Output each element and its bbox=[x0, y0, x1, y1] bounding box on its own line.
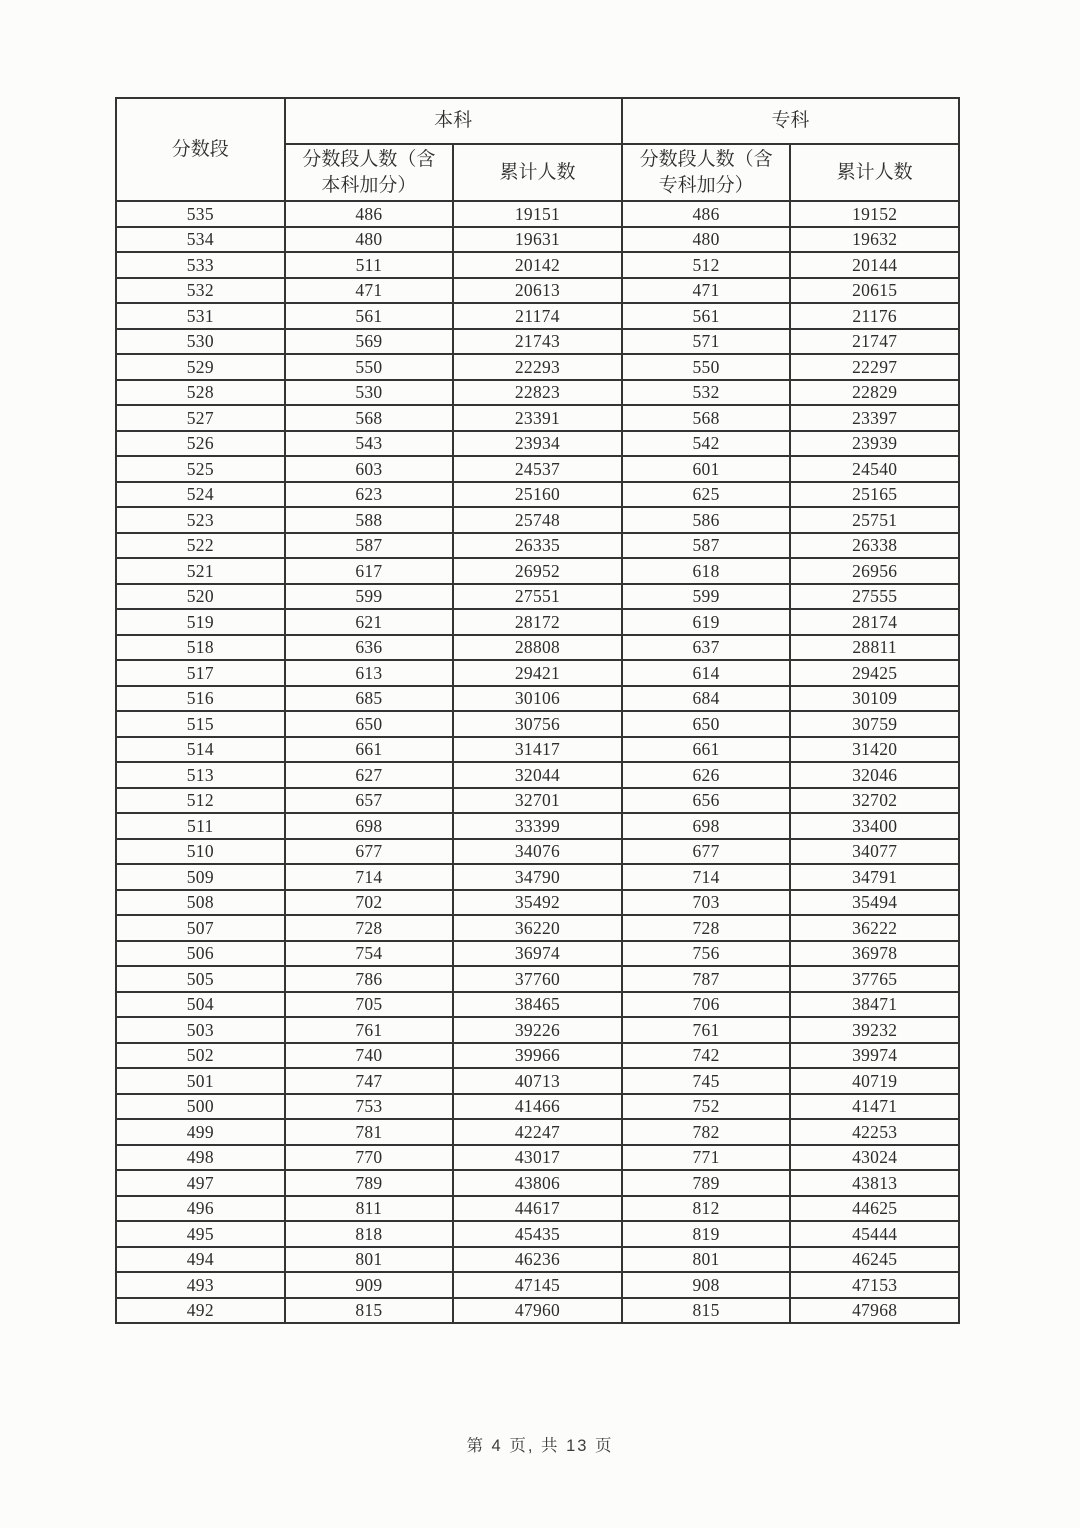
count-cell: 43806 bbox=[453, 1170, 622, 1196]
count-cell: 26338 bbox=[790, 533, 959, 559]
table-row bbox=[116, 201, 959, 227]
count-cell: 661 bbox=[285, 737, 454, 763]
count-cell: 38471 bbox=[790, 992, 959, 1018]
score-segment-cell: 512 bbox=[116, 788, 285, 814]
count-cell: 909 bbox=[285, 1272, 454, 1298]
count-cell: 34791 bbox=[790, 864, 959, 890]
table-row bbox=[116, 507, 959, 533]
table-row bbox=[116, 941, 959, 967]
count-cell: 752 bbox=[622, 1094, 791, 1120]
score-segment-cell: 526 bbox=[116, 431, 285, 457]
count-cell: 46245 bbox=[790, 1247, 959, 1273]
count-cell: 28172 bbox=[453, 609, 622, 635]
count-cell: 698 bbox=[622, 813, 791, 839]
count-cell: 28174 bbox=[790, 609, 959, 635]
count-cell: 21743 bbox=[453, 329, 622, 355]
table-row bbox=[116, 431, 959, 457]
count-cell: 35494 bbox=[790, 890, 959, 916]
table-row bbox=[116, 1043, 959, 1069]
table-row bbox=[116, 737, 959, 763]
count-cell: 47153 bbox=[790, 1272, 959, 1298]
count-cell: 30106 bbox=[453, 686, 622, 712]
count-cell: 39232 bbox=[790, 1017, 959, 1043]
score-segment-cell: 528 bbox=[116, 380, 285, 406]
table-row bbox=[116, 992, 959, 1018]
table-row bbox=[116, 1119, 959, 1145]
count-cell: 33400 bbox=[790, 813, 959, 839]
score-segment-cell: 509 bbox=[116, 864, 285, 890]
score-segment-cell: 532 bbox=[116, 278, 285, 304]
count-cell: 34077 bbox=[790, 839, 959, 865]
count-cell: 45444 bbox=[790, 1221, 959, 1247]
count-cell: 650 bbox=[285, 711, 454, 737]
count-cell: 771 bbox=[622, 1145, 791, 1171]
score-segment-cell: 534 bbox=[116, 227, 285, 253]
score-segment-cell: 518 bbox=[116, 635, 285, 661]
count-cell: 26952 bbox=[453, 558, 622, 584]
header-college-group: 专科 bbox=[622, 98, 959, 144]
count-cell: 24537 bbox=[453, 456, 622, 482]
count-cell: 714 bbox=[285, 864, 454, 890]
count-cell: 19632 bbox=[790, 227, 959, 253]
count-cell: 656 bbox=[622, 788, 791, 814]
header-college-cumulative: 累计人数 bbox=[790, 144, 959, 201]
count-cell: 26335 bbox=[453, 533, 622, 559]
table-row bbox=[116, 813, 959, 839]
count-cell: 677 bbox=[285, 839, 454, 865]
count-cell: 39966 bbox=[453, 1043, 622, 1069]
score-distribution-table bbox=[115, 97, 960, 1324]
table-row bbox=[116, 584, 959, 610]
score-segment-cell: 522 bbox=[116, 533, 285, 559]
score-segment-cell: 508 bbox=[116, 890, 285, 916]
count-cell: 745 bbox=[622, 1068, 791, 1094]
score-segment-cell: 495 bbox=[116, 1221, 285, 1247]
table-row bbox=[116, 762, 959, 788]
table-row bbox=[116, 1196, 959, 1222]
table-row bbox=[116, 864, 959, 890]
count-cell: 588 bbox=[285, 507, 454, 533]
header-undergrad-cumulative: 累计人数 bbox=[453, 144, 622, 201]
count-cell: 781 bbox=[285, 1119, 454, 1145]
count-cell: 812 bbox=[622, 1196, 791, 1222]
count-cell: 38465 bbox=[453, 992, 622, 1018]
table-row bbox=[116, 482, 959, 508]
count-cell: 30109 bbox=[790, 686, 959, 712]
score-segment-cell: 525 bbox=[116, 456, 285, 482]
count-cell: 20144 bbox=[790, 252, 959, 278]
count-cell: 42253 bbox=[790, 1119, 959, 1145]
count-cell: 47968 bbox=[790, 1298, 959, 1324]
count-cell: 637 bbox=[622, 635, 791, 661]
count-cell: 20615 bbox=[790, 278, 959, 304]
count-cell: 40713 bbox=[453, 1068, 622, 1094]
count-cell: 23934 bbox=[453, 431, 622, 457]
score-segment-cell: 497 bbox=[116, 1170, 285, 1196]
count-cell: 44625 bbox=[790, 1196, 959, 1222]
count-cell: 761 bbox=[622, 1017, 791, 1043]
count-cell: 34076 bbox=[453, 839, 622, 865]
score-segment-cell: 533 bbox=[116, 252, 285, 278]
count-cell: 626 bbox=[622, 762, 791, 788]
score-segment-cell: 502 bbox=[116, 1043, 285, 1069]
count-cell: 568 bbox=[622, 405, 791, 431]
count-cell: 31417 bbox=[453, 737, 622, 763]
count-cell: 742 bbox=[622, 1043, 791, 1069]
count-cell: 480 bbox=[622, 227, 791, 253]
count-cell: 599 bbox=[285, 584, 454, 610]
table-row bbox=[116, 252, 959, 278]
table-row bbox=[116, 1094, 959, 1120]
table-row bbox=[116, 609, 959, 635]
count-cell: 786 bbox=[285, 966, 454, 992]
table-row bbox=[116, 788, 959, 814]
table-row bbox=[116, 227, 959, 253]
count-cell: 619 bbox=[622, 609, 791, 635]
count-cell: 44617 bbox=[453, 1196, 622, 1222]
count-cell: 21174 bbox=[453, 303, 622, 329]
count-cell: 801 bbox=[622, 1247, 791, 1273]
score-segment-cell: 511 bbox=[116, 813, 285, 839]
table-row bbox=[116, 278, 959, 304]
count-cell: 32046 bbox=[790, 762, 959, 788]
table-row bbox=[116, 711, 959, 737]
header-score-segment: 分数段 bbox=[116, 98, 285, 201]
count-cell: 614 bbox=[622, 660, 791, 686]
count-cell: 486 bbox=[285, 201, 454, 227]
count-cell: 37765 bbox=[790, 966, 959, 992]
count-cell: 19631 bbox=[453, 227, 622, 253]
score-segment-cell: 516 bbox=[116, 686, 285, 712]
score-segment-cell: 535 bbox=[116, 201, 285, 227]
count-cell: 787 bbox=[622, 966, 791, 992]
table-row bbox=[116, 558, 959, 584]
header-undergrad-count: 分数段人数（含本科加分） bbox=[285, 144, 454, 201]
count-cell: 811 bbox=[285, 1196, 454, 1222]
count-cell: 47960 bbox=[453, 1298, 622, 1324]
table-row bbox=[116, 1298, 959, 1324]
score-segment-cell: 530 bbox=[116, 329, 285, 355]
count-cell: 26956 bbox=[790, 558, 959, 584]
count-cell: 908 bbox=[622, 1272, 791, 1298]
header-college-count: 分数段人数（含专科加分） bbox=[622, 144, 791, 201]
count-cell: 571 bbox=[622, 329, 791, 355]
count-cell: 36978 bbox=[790, 941, 959, 967]
count-cell: 599 bbox=[622, 584, 791, 610]
count-cell: 43813 bbox=[790, 1170, 959, 1196]
count-cell: 32701 bbox=[453, 788, 622, 814]
count-cell: 28808 bbox=[453, 635, 622, 661]
count-cell: 603 bbox=[285, 456, 454, 482]
count-cell: 20613 bbox=[453, 278, 622, 304]
score-segment-cell: 506 bbox=[116, 941, 285, 967]
count-cell: 24540 bbox=[790, 456, 959, 482]
table-row bbox=[116, 635, 959, 661]
count-cell: 25160 bbox=[453, 482, 622, 508]
count-cell: 698 bbox=[285, 813, 454, 839]
table-row bbox=[116, 354, 959, 380]
count-cell: 43024 bbox=[790, 1145, 959, 1171]
count-cell: 728 bbox=[622, 915, 791, 941]
score-segment-cell: 529 bbox=[116, 354, 285, 380]
table-row bbox=[116, 1272, 959, 1298]
count-cell: 740 bbox=[285, 1043, 454, 1069]
count-cell: 480 bbox=[285, 227, 454, 253]
table-row bbox=[116, 1017, 959, 1043]
count-cell: 25165 bbox=[790, 482, 959, 508]
count-cell: 530 bbox=[285, 380, 454, 406]
count-cell: 27555 bbox=[790, 584, 959, 610]
score-segment-cell: 496 bbox=[116, 1196, 285, 1222]
score-segment-cell: 523 bbox=[116, 507, 285, 533]
count-cell: 32702 bbox=[790, 788, 959, 814]
count-cell: 46236 bbox=[453, 1247, 622, 1273]
count-cell: 511 bbox=[285, 252, 454, 278]
count-cell: 29421 bbox=[453, 660, 622, 686]
count-cell: 587 bbox=[622, 533, 791, 559]
count-cell: 705 bbox=[285, 992, 454, 1018]
count-cell: 42247 bbox=[453, 1119, 622, 1145]
count-cell: 22823 bbox=[453, 380, 622, 406]
count-cell: 789 bbox=[285, 1170, 454, 1196]
count-cell: 661 bbox=[622, 737, 791, 763]
score-segment-cell: 524 bbox=[116, 482, 285, 508]
count-cell: 23391 bbox=[453, 405, 622, 431]
count-cell: 815 bbox=[285, 1298, 454, 1324]
count-cell: 657 bbox=[285, 788, 454, 814]
table-row bbox=[116, 660, 959, 686]
count-cell: 728 bbox=[285, 915, 454, 941]
header-undergraduate-group: 本科 bbox=[285, 98, 622, 144]
count-cell: 650 bbox=[622, 711, 791, 737]
score-segment-cell: 499 bbox=[116, 1119, 285, 1145]
score-segment-cell: 520 bbox=[116, 584, 285, 610]
count-cell: 756 bbox=[622, 941, 791, 967]
count-cell: 789 bbox=[622, 1170, 791, 1196]
count-cell: 36220 bbox=[453, 915, 622, 941]
table-row bbox=[116, 329, 959, 355]
count-cell: 613 bbox=[285, 660, 454, 686]
score-segment-cell: 510 bbox=[116, 839, 285, 865]
table-row bbox=[116, 1221, 959, 1247]
count-cell: 587 bbox=[285, 533, 454, 559]
count-cell: 618 bbox=[622, 558, 791, 584]
score-segment-cell: 500 bbox=[116, 1094, 285, 1120]
count-cell: 39974 bbox=[790, 1043, 959, 1069]
count-cell: 23397 bbox=[790, 405, 959, 431]
count-cell: 677 bbox=[622, 839, 791, 865]
table-row bbox=[116, 533, 959, 559]
count-cell: 818 bbox=[285, 1221, 454, 1247]
count-cell: 685 bbox=[285, 686, 454, 712]
count-cell: 706 bbox=[622, 992, 791, 1018]
count-cell: 28811 bbox=[790, 635, 959, 661]
count-cell: 31420 bbox=[790, 737, 959, 763]
count-cell: 22293 bbox=[453, 354, 622, 380]
score-segment-cell: 493 bbox=[116, 1272, 285, 1298]
score-segment-cell: 513 bbox=[116, 762, 285, 788]
table-row bbox=[116, 1247, 959, 1273]
count-cell: 41471 bbox=[790, 1094, 959, 1120]
count-cell: 22829 bbox=[790, 380, 959, 406]
table-body bbox=[116, 201, 959, 1323]
count-cell: 22297 bbox=[790, 354, 959, 380]
count-cell: 25751 bbox=[790, 507, 959, 533]
count-cell: 625 bbox=[622, 482, 791, 508]
count-cell: 20142 bbox=[453, 252, 622, 278]
score-segment-cell: 521 bbox=[116, 558, 285, 584]
count-cell: 45435 bbox=[453, 1221, 622, 1247]
count-cell: 561 bbox=[622, 303, 791, 329]
count-cell: 21176 bbox=[790, 303, 959, 329]
count-cell: 33399 bbox=[453, 813, 622, 839]
count-cell: 761 bbox=[285, 1017, 454, 1043]
count-cell: 471 bbox=[285, 278, 454, 304]
score-segment-cell: 519 bbox=[116, 609, 285, 635]
score-segment-cell: 527 bbox=[116, 405, 285, 431]
count-cell: 754 bbox=[285, 941, 454, 967]
count-cell: 550 bbox=[622, 354, 791, 380]
table-row bbox=[116, 686, 959, 712]
count-cell: 471 bbox=[622, 278, 791, 304]
count-cell: 569 bbox=[285, 329, 454, 355]
count-cell: 623 bbox=[285, 482, 454, 508]
count-cell: 41466 bbox=[453, 1094, 622, 1120]
count-cell: 542 bbox=[622, 431, 791, 457]
table-row bbox=[116, 405, 959, 431]
score-segment-cell: 501 bbox=[116, 1068, 285, 1094]
count-cell: 550 bbox=[285, 354, 454, 380]
score-segment-cell: 507 bbox=[116, 915, 285, 941]
count-cell: 25748 bbox=[453, 507, 622, 533]
count-cell: 601 bbox=[622, 456, 791, 482]
table-row bbox=[116, 839, 959, 865]
count-cell: 27551 bbox=[453, 584, 622, 610]
count-cell: 486 bbox=[622, 201, 791, 227]
score-segment-cell: 503 bbox=[116, 1017, 285, 1043]
count-cell: 36222 bbox=[790, 915, 959, 941]
page-number-footer: 第 4 页, 共 13 页 bbox=[466, 1437, 614, 1455]
table-row bbox=[116, 966, 959, 992]
score-segment-cell: 517 bbox=[116, 660, 285, 686]
count-cell: 43017 bbox=[453, 1145, 622, 1171]
count-cell: 21747 bbox=[790, 329, 959, 355]
count-cell: 543 bbox=[285, 431, 454, 457]
score-segment-cell: 531 bbox=[116, 303, 285, 329]
count-cell: 815 bbox=[622, 1298, 791, 1324]
count-cell: 30759 bbox=[790, 711, 959, 737]
count-cell: 801 bbox=[285, 1247, 454, 1273]
table-row bbox=[116, 890, 959, 916]
count-cell: 29425 bbox=[790, 660, 959, 686]
count-cell: 586 bbox=[622, 507, 791, 533]
count-cell: 40719 bbox=[790, 1068, 959, 1094]
count-cell: 19152 bbox=[790, 201, 959, 227]
count-cell: 782 bbox=[622, 1119, 791, 1145]
count-cell: 568 bbox=[285, 405, 454, 431]
score-segment-cell: 492 bbox=[116, 1298, 285, 1324]
count-cell: 47145 bbox=[453, 1272, 622, 1298]
score-segment-cell: 504 bbox=[116, 992, 285, 1018]
count-cell: 617 bbox=[285, 558, 454, 584]
table-row bbox=[116, 380, 959, 406]
count-cell: 770 bbox=[285, 1145, 454, 1171]
count-cell: 753 bbox=[285, 1094, 454, 1120]
table-row bbox=[116, 1068, 959, 1094]
count-cell: 23939 bbox=[790, 431, 959, 457]
count-cell: 636 bbox=[285, 635, 454, 661]
count-cell: 621 bbox=[285, 609, 454, 635]
count-cell: 684 bbox=[622, 686, 791, 712]
count-cell: 35492 bbox=[453, 890, 622, 916]
count-cell: 19151 bbox=[453, 201, 622, 227]
table-row bbox=[116, 303, 959, 329]
table-row bbox=[116, 456, 959, 482]
score-segment-cell: 498 bbox=[116, 1145, 285, 1171]
table-row bbox=[116, 1145, 959, 1171]
count-cell: 747 bbox=[285, 1068, 454, 1094]
table-row bbox=[116, 1170, 959, 1196]
count-cell: 30756 bbox=[453, 711, 622, 737]
count-cell: 819 bbox=[622, 1221, 791, 1247]
count-cell: 32044 bbox=[453, 762, 622, 788]
score-segment-cell: 494 bbox=[116, 1247, 285, 1273]
count-cell: 512 bbox=[622, 252, 791, 278]
count-cell: 34790 bbox=[453, 864, 622, 890]
count-cell: 702 bbox=[285, 890, 454, 916]
score-segment-cell: 505 bbox=[116, 966, 285, 992]
score-segment-cell: 514 bbox=[116, 737, 285, 763]
count-cell: 36974 bbox=[453, 941, 622, 967]
score-segment-cell: 515 bbox=[116, 711, 285, 737]
count-cell: 37760 bbox=[453, 966, 622, 992]
count-cell: 714 bbox=[622, 864, 791, 890]
count-cell: 532 bbox=[622, 380, 791, 406]
table-header bbox=[116, 98, 959, 201]
table-row bbox=[116, 915, 959, 941]
header-group-row bbox=[116, 98, 959, 144]
count-cell: 627 bbox=[285, 762, 454, 788]
count-cell: 561 bbox=[285, 303, 454, 329]
count-cell: 39226 bbox=[453, 1017, 622, 1043]
count-cell: 703 bbox=[622, 890, 791, 916]
